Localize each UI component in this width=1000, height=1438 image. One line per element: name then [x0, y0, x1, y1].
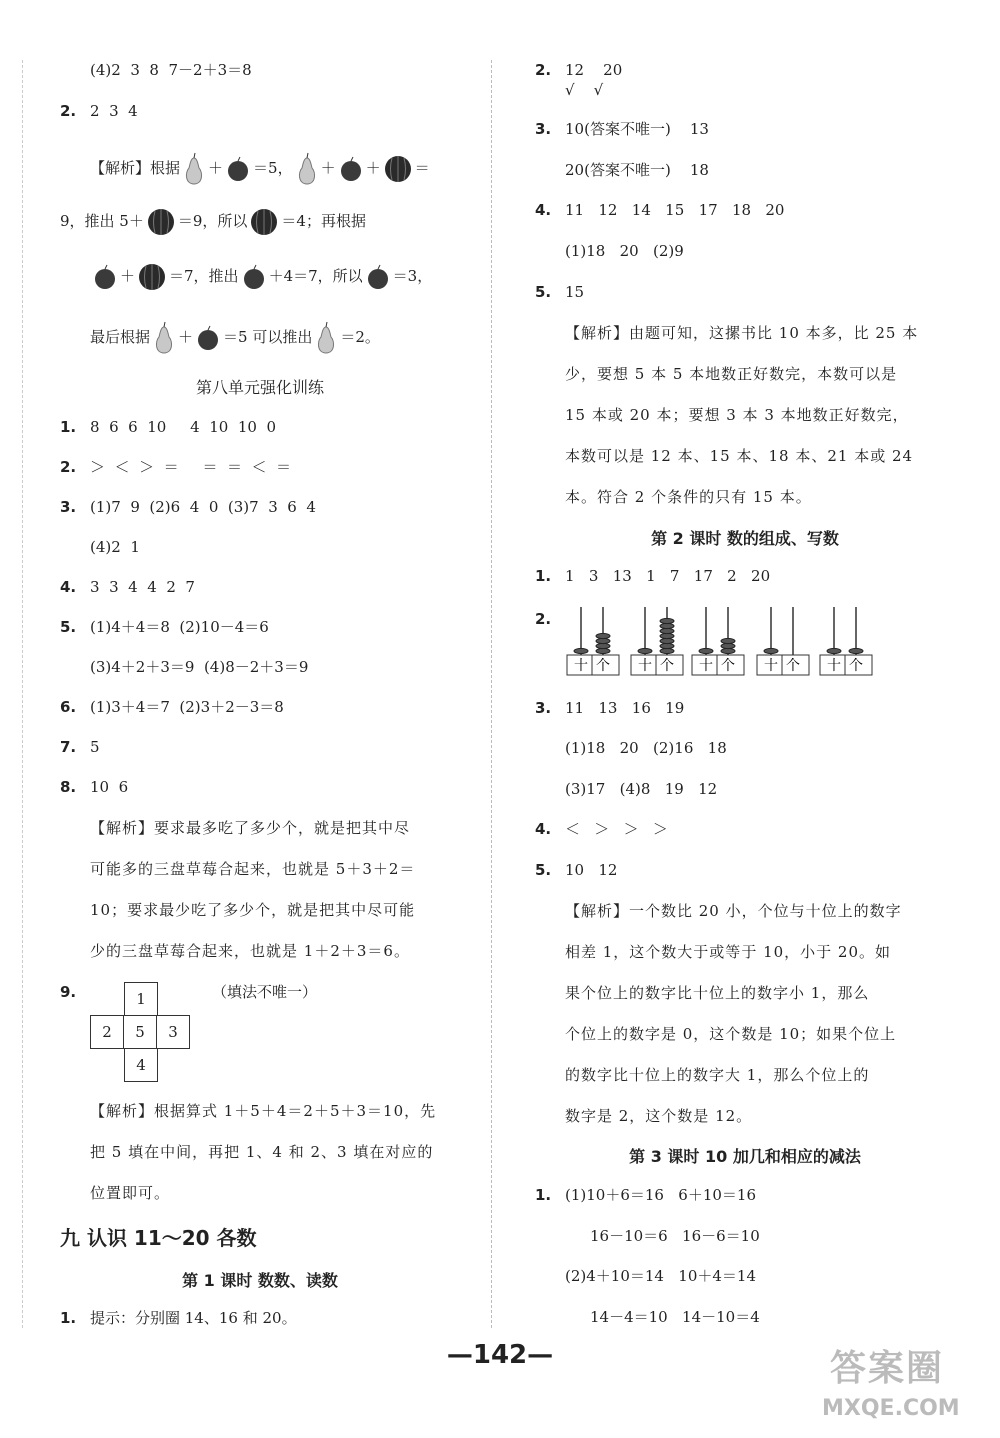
analysis-line: 【解析】根据 ＋ ＝5， ＋ ＋ ＝ [60, 152, 430, 186]
apple-icon [365, 264, 391, 290]
abacus-icon [690, 605, 746, 677]
svg-text:个: 个 [721, 658, 735, 674]
analysis-line: 15 本或 20 本；要想 3 本 3 本地数正好数完， [565, 406, 909, 424]
answer-line: 5. 10 12 [535, 861, 618, 879]
page-number: —142— [446, 1340, 554, 1370]
pear-icon [295, 152, 319, 186]
grid-cell: 5 [123, 1015, 157, 1049]
analysis-line: 10；要求最少吃了多少个，就是把其中尽可能 [90, 901, 416, 919]
svg-text:十: 十 [827, 658, 841, 674]
answer-line: (3)4＋2＋3＝9 (4)8－2＋3＝9 [90, 658, 309, 676]
abacus-icon [818, 605, 874, 677]
grid-cell: 2 [90, 1015, 124, 1049]
svg-text:十: 十 [699, 658, 713, 674]
answer-line: 1. (1)10＋6＝16 6＋10＝16 [535, 1186, 756, 1204]
answer-line: 3. 11 13 16 19 [535, 699, 685, 717]
analysis-line: ＋ ＝7，推出 ＋4＝7，所以 ＝3， [60, 262, 432, 292]
svg-text:十: 十 [638, 658, 652, 674]
analysis-line: 少的三盘草莓合起来，也就是 1＋2＋3＝6。 [90, 942, 410, 960]
pear-icon [314, 321, 338, 355]
lesson-title: 第 1 课时 数数、读数 [182, 1271, 338, 1290]
answer-line: 20(答案不唯一) 18 [565, 161, 709, 179]
analysis-line: 本数可以是 12 本、15 本、18 本、21 本或 24 [565, 447, 914, 465]
watermelon-icon [146, 207, 176, 237]
watermark-logo: 答案圈 [830, 1348, 945, 1389]
watermark-url: MXQE.COM [822, 1396, 960, 1421]
analysis-line: 把 5 填在中间，再把 1、4 和 2、3 填在对应的 [90, 1143, 434, 1161]
answer-line: 2. 12 20 [535, 61, 623, 79]
watermelon-icon [137, 262, 167, 292]
lesson-title: 第 2 课时 数的组成、写数 [651, 529, 839, 548]
abacus-icon [755, 605, 811, 677]
abacus-icon [565, 605, 621, 677]
analysis-line: 个位上的数字是 0，这个数是 10；如果个位上 [565, 1025, 897, 1043]
grid-cell: 3 [156, 1015, 190, 1049]
answer-line: 14－4＝10 14－10＝4 [590, 1308, 760, 1326]
answer-line: 5. 15 [535, 283, 585, 301]
analysis-line: 9，推出 5＋ ＝9，所以 ＝4；再根据 [60, 207, 366, 237]
answer-line: (1)18 20 (2)9 [565, 242, 684, 260]
lesson-title: 第 3 课时 10 加几和相应的减法 [629, 1147, 861, 1166]
answer-line: 4. ＜ ＞ ＞ ＞ [535, 820, 668, 838]
answer-line: 7. 5 [60, 738, 100, 756]
answer-line: 5. (1)4＋4＝8 (2)10－4＝6 [60, 618, 269, 636]
svg-text:个: 个 [786, 658, 800, 674]
watermelon-icon [383, 154, 413, 184]
answer-line: (4)2 1 [90, 538, 140, 556]
answer-line: (4)2 3 8 7－2＋3＝8 [90, 61, 252, 79]
analysis-line: 可能多的三盘草莓合起来，也就是 5＋3＋2＝ [90, 860, 416, 878]
answer-line: 4. 11 12 14 15 17 18 20 [535, 201, 785, 219]
check-marks: √ √ [565, 81, 604, 99]
answer-line: (3)17 (4)8 19 12 [565, 780, 718, 798]
pear-icon [152, 321, 176, 355]
analysis-line: 的数字比十位上的数字大 1，那么个位上的 [565, 1066, 870, 1084]
analysis-line: 【解析】根据算式 1＋5＋4＝2＋5＋3＝10，先 [90, 1102, 437, 1120]
answer-line: 1. 8 6 6 10 4 10 10 0 [60, 418, 277, 436]
apple-icon [338, 156, 364, 182]
apple-icon [241, 264, 267, 290]
analysis-line: 最后根据 ＋ ＝5 可以推出 ＝2。 [60, 320, 380, 355]
analysis-line: 果个位上的数字比十位上的数字小 1，那么 [565, 984, 870, 1002]
column-divider [491, 60, 492, 1328]
svg-text:个: 个 [660, 658, 674, 674]
grid-cell: 4 [124, 1048, 158, 1082]
answer-line: 2. ＞ ＜ ＞ ＝ ＝ ＝ ＜ ＝ [60, 458, 292, 476]
answer-line: 3. 10(答案不唯一) 13 [535, 120, 709, 138]
analysis-line: 【解析】要求最多吃了多少个，就是把其中尽 [90, 819, 411, 837]
answer-line: 2. 2 3 4 [60, 102, 138, 120]
answer-line: 3. (1)7 9 (2)6 4 0 (3)7 3 6 4 [60, 498, 316, 516]
svg-text:个: 个 [596, 658, 610, 674]
apple-icon [195, 325, 221, 351]
chapter-title: 九 认识 11～20 各数 [60, 1226, 257, 1250]
answer-line: 9. [60, 983, 77, 1001]
answer-line: 1. 提示：分别圈 14、16 和 20。 [60, 1309, 297, 1327]
answer-line: 16－10＝6 16－6＝10 [590, 1227, 760, 1245]
analysis-line: 少，要想 5 本 5 本地数正好数完，本数可以是 [565, 365, 898, 383]
apple-icon [92, 264, 118, 290]
svg-text:十: 十 [574, 658, 588, 674]
note-text: （填法不唯一） [212, 983, 318, 1001]
unit-title: 第八单元强化训练 [195, 378, 324, 397]
answer-line: 1. 1 3 13 1 7 17 2 20 [535, 567, 771, 585]
analysis-line: 【解析】由题可知，这摞书比 10 本多，比 25 本 [565, 324, 919, 342]
analysis-line: 位置即可。 [90, 1184, 171, 1202]
analysis-line: 相差 1，这个数大于或等于 10，小于 20。如 [565, 943, 892, 961]
answer-line: (2)4＋10＝14 10＋4＝14 [565, 1267, 756, 1285]
svg-text:个: 个 [849, 658, 863, 674]
analysis-line: 本。符合 2 个条件的只有 15 本。 [565, 488, 812, 506]
watermelon-icon [249, 207, 279, 237]
answer-line: 6. (1)3＋4＝7 (2)3＋2－3＝8 [60, 698, 284, 716]
grid-cell: 1 [124, 982, 158, 1016]
left-margin-rail [22, 60, 23, 1328]
answer-line: 4. 3 3 4 4 2 7 [60, 578, 195, 596]
answer-line: 8. 10 6 [60, 778, 129, 796]
analysis-line: 数字是 2，这个数是 12。 [565, 1107, 753, 1125]
svg-text:十: 十 [764, 658, 778, 674]
apple-icon [225, 156, 251, 182]
analysis-line: 【解析】一个数比 20 小，个位与十位上的数字 [565, 902, 902, 920]
abacus-icon [629, 605, 685, 677]
answer-line: (1)18 20 (2)16 18 [565, 739, 727, 757]
pear-icon [182, 152, 206, 186]
answer-line: 2. [535, 610, 552, 628]
